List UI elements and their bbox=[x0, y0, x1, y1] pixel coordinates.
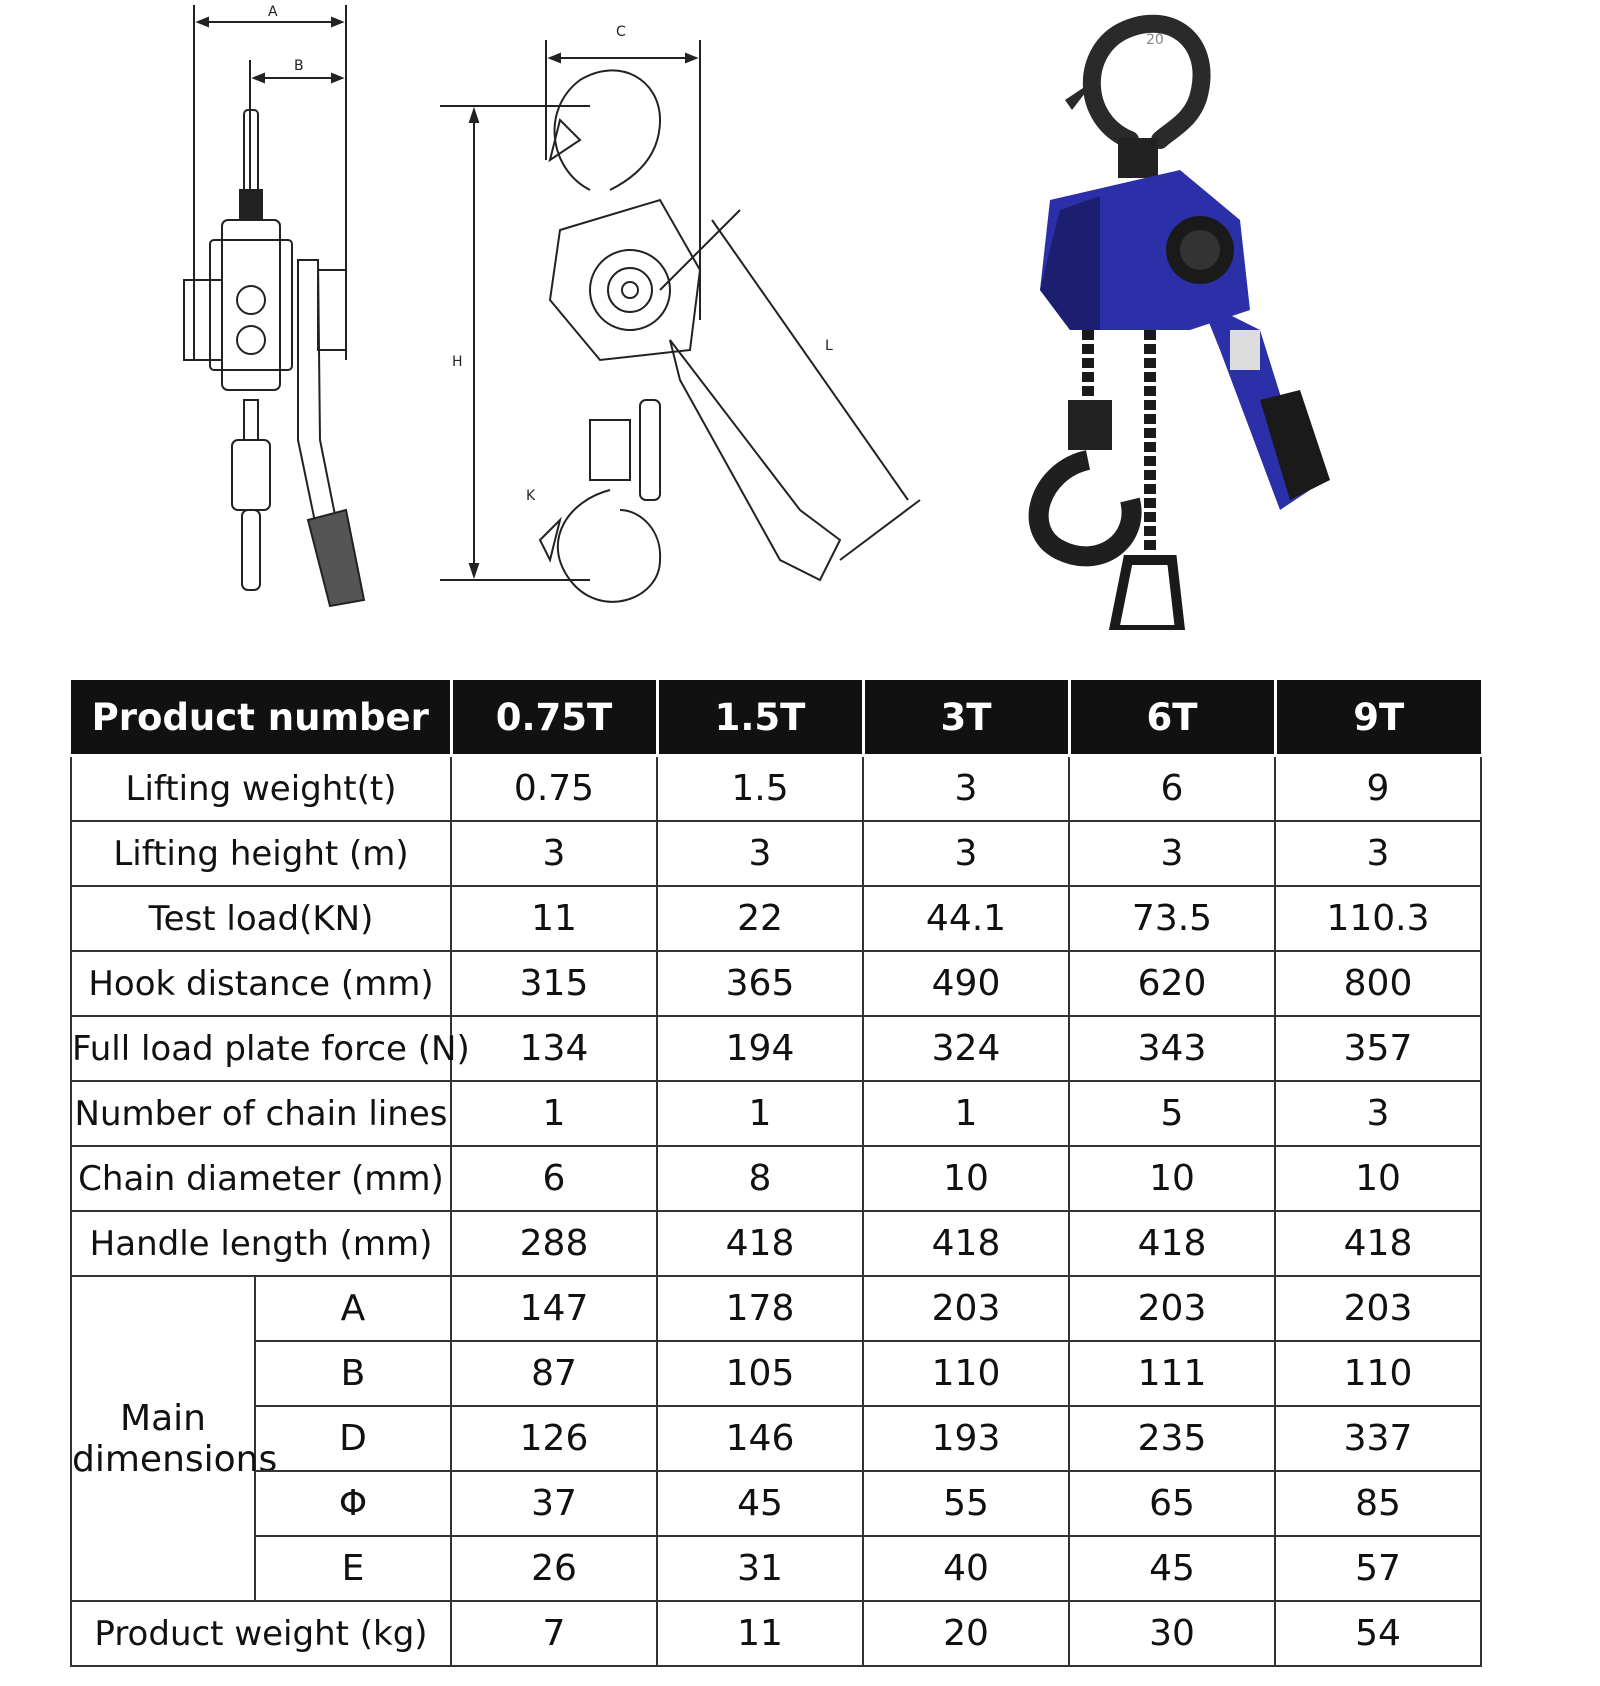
table-cell: 110.3 bbox=[1275, 886, 1481, 951]
table-cell: 110 bbox=[1275, 1341, 1481, 1406]
table-cell: 11 bbox=[657, 1601, 863, 1666]
table-cell: 3 bbox=[451, 821, 657, 886]
table-cell: 146 bbox=[657, 1406, 863, 1471]
header-label: Product number bbox=[71, 680, 451, 756]
table-cell: 3 bbox=[657, 821, 863, 886]
table-cell: 3 bbox=[1275, 1081, 1481, 1146]
sub-label: B bbox=[256, 1342, 450, 1407]
table-cell: 57 bbox=[1275, 1536, 1481, 1601]
table-cell: 11 bbox=[451, 886, 657, 951]
table-cell: 55 bbox=[863, 1471, 1069, 1536]
table-row bbox=[71, 1276, 1481, 1341]
table-cell: 3 bbox=[1275, 821, 1481, 886]
table-cell: 3 bbox=[863, 756, 1069, 822]
table-cell: 85 bbox=[1275, 1471, 1481, 1536]
table-cell: 203 bbox=[1069, 1276, 1275, 1341]
table-cell: 10 bbox=[863, 1146, 1069, 1211]
table-cell: 6 bbox=[1069, 756, 1275, 822]
table-cell: 365 bbox=[657, 951, 863, 1016]
table-cell: 343 bbox=[1069, 1016, 1275, 1081]
table-cell: 147 bbox=[451, 1276, 657, 1341]
table-cell: 45 bbox=[1069, 1536, 1275, 1601]
table-cell: 418 bbox=[1275, 1211, 1481, 1276]
product-illustrations bbox=[0, 0, 1600, 660]
table-cell: 235 bbox=[1069, 1406, 1275, 1471]
row-label: Lifting weight(t) bbox=[71, 756, 451, 822]
table-cell: 30 bbox=[1069, 1601, 1275, 1666]
hook-stamp-text: 20 bbox=[1146, 32, 1164, 48]
table-row bbox=[71, 886, 1481, 951]
table-cell: 800 bbox=[1275, 951, 1481, 1016]
dim-label-K: K bbox=[526, 488, 536, 504]
row-label: Product weight (kg) bbox=[71, 1601, 451, 1666]
table-row bbox=[71, 951, 1481, 1016]
table-cell: 110 bbox=[863, 1341, 1069, 1406]
lever-hoist-photo bbox=[1010, 10, 1330, 630]
table-cell: 31 bbox=[657, 1536, 863, 1601]
header-model: 0.75T bbox=[451, 680, 657, 756]
row-label: Hook distance (mm) bbox=[71, 951, 451, 1016]
row-label: Test load(KN) bbox=[71, 886, 451, 951]
sub-label: A bbox=[256, 1277, 450, 1342]
sub-label: D bbox=[256, 1407, 450, 1472]
table-cell: 10 bbox=[1069, 1146, 1275, 1211]
group-label-line2: dimensions bbox=[72, 1438, 278, 1480]
side-view-drawing bbox=[180, 0, 410, 640]
table-cell: 194 bbox=[657, 1016, 863, 1081]
dim-label-L: L bbox=[825, 338, 833, 354]
main-dimensions-group bbox=[71, 1276, 451, 1601]
table-cell: 3 bbox=[1069, 821, 1275, 886]
table-cell: 9 bbox=[1275, 756, 1481, 822]
table-cell: 178 bbox=[657, 1276, 863, 1341]
header-model: 6T bbox=[1069, 680, 1275, 756]
table-cell: 418 bbox=[863, 1211, 1069, 1276]
table-cell: 111 bbox=[1069, 1341, 1275, 1406]
table-row bbox=[71, 1081, 1481, 1146]
table-cell: 134 bbox=[451, 1016, 657, 1081]
table-cell: 193 bbox=[863, 1406, 1069, 1471]
table-cell: 418 bbox=[657, 1211, 863, 1276]
table-cell: 5 bbox=[1069, 1081, 1275, 1146]
dim-label-H: H bbox=[452, 354, 463, 370]
group-label-line1: Main bbox=[120, 1397, 206, 1439]
table-cell: 418 bbox=[1069, 1211, 1275, 1276]
table-cell: 1.5 bbox=[657, 756, 863, 822]
sub-label: Φ bbox=[256, 1472, 450, 1537]
table-header-row bbox=[71, 680, 1481, 756]
table-cell: 87 bbox=[451, 1341, 657, 1406]
table-cell: 45 bbox=[657, 1471, 863, 1536]
row-label: Lifting height (m) bbox=[71, 821, 451, 886]
table-cell: 490 bbox=[863, 951, 1069, 1016]
table-cell: 0.75 bbox=[451, 756, 657, 822]
table-row bbox=[71, 1016, 1481, 1081]
table-cell: 1 bbox=[657, 1081, 863, 1146]
table-cell: 203 bbox=[863, 1276, 1069, 1341]
table-cell: 10 bbox=[1275, 1146, 1481, 1211]
table-cell: 1 bbox=[863, 1081, 1069, 1146]
dim-label-C: C bbox=[616, 24, 626, 40]
table-cell: 26 bbox=[451, 1536, 657, 1601]
sub-label: E bbox=[341, 1548, 365, 1589]
header-model: 1.5T bbox=[657, 680, 863, 756]
table-cell: 3 bbox=[863, 821, 1069, 886]
table-row bbox=[71, 821, 1481, 886]
table-cell: 20 bbox=[863, 1601, 1069, 1666]
row-label: Handle length (mm) bbox=[71, 1211, 451, 1276]
table-cell: 8 bbox=[657, 1146, 863, 1211]
table-cell: 44.1 bbox=[863, 886, 1069, 951]
spec-table bbox=[70, 680, 1482, 1667]
table-cell: 126 bbox=[451, 1406, 657, 1471]
table-cell: 105 bbox=[657, 1341, 863, 1406]
table-cell: 73.5 bbox=[1069, 886, 1275, 951]
table-cell: 620 bbox=[1069, 951, 1275, 1016]
table-cell: 315 bbox=[451, 951, 657, 1016]
row-label: Number of chain lines bbox=[71, 1081, 451, 1146]
row-label: Full load plate force (N) bbox=[71, 1016, 451, 1081]
table-cell: 288 bbox=[451, 1211, 657, 1276]
table-cell: 6 bbox=[451, 1146, 657, 1211]
table-cell: 1 bbox=[451, 1081, 657, 1146]
table-cell: 203 bbox=[1275, 1276, 1481, 1341]
table-cell: 65 bbox=[1069, 1471, 1275, 1536]
header-model: 3T bbox=[863, 680, 1069, 756]
table-cell: 357 bbox=[1275, 1016, 1481, 1081]
front-view-drawing bbox=[440, 20, 940, 640]
table-row bbox=[71, 1211, 1481, 1276]
dim-label-B: B bbox=[294, 58, 304, 74]
table-cell: 324 bbox=[863, 1016, 1069, 1081]
header-model: 9T bbox=[1275, 680, 1481, 756]
dim-label-A: A bbox=[268, 4, 278, 20]
table-cell: 7 bbox=[451, 1601, 657, 1666]
table-cell: 37 bbox=[451, 1471, 657, 1536]
table-cell: 54 bbox=[1275, 1601, 1481, 1666]
table-cell: 337 bbox=[1275, 1406, 1481, 1471]
table-cell: 22 bbox=[657, 886, 863, 951]
row-label: Chain diameter (mm) bbox=[71, 1146, 451, 1211]
table-row bbox=[71, 1146, 1481, 1211]
table-cell: 40 bbox=[863, 1536, 1069, 1601]
table-row bbox=[71, 756, 1481, 822]
table-row bbox=[71, 1601, 1481, 1666]
